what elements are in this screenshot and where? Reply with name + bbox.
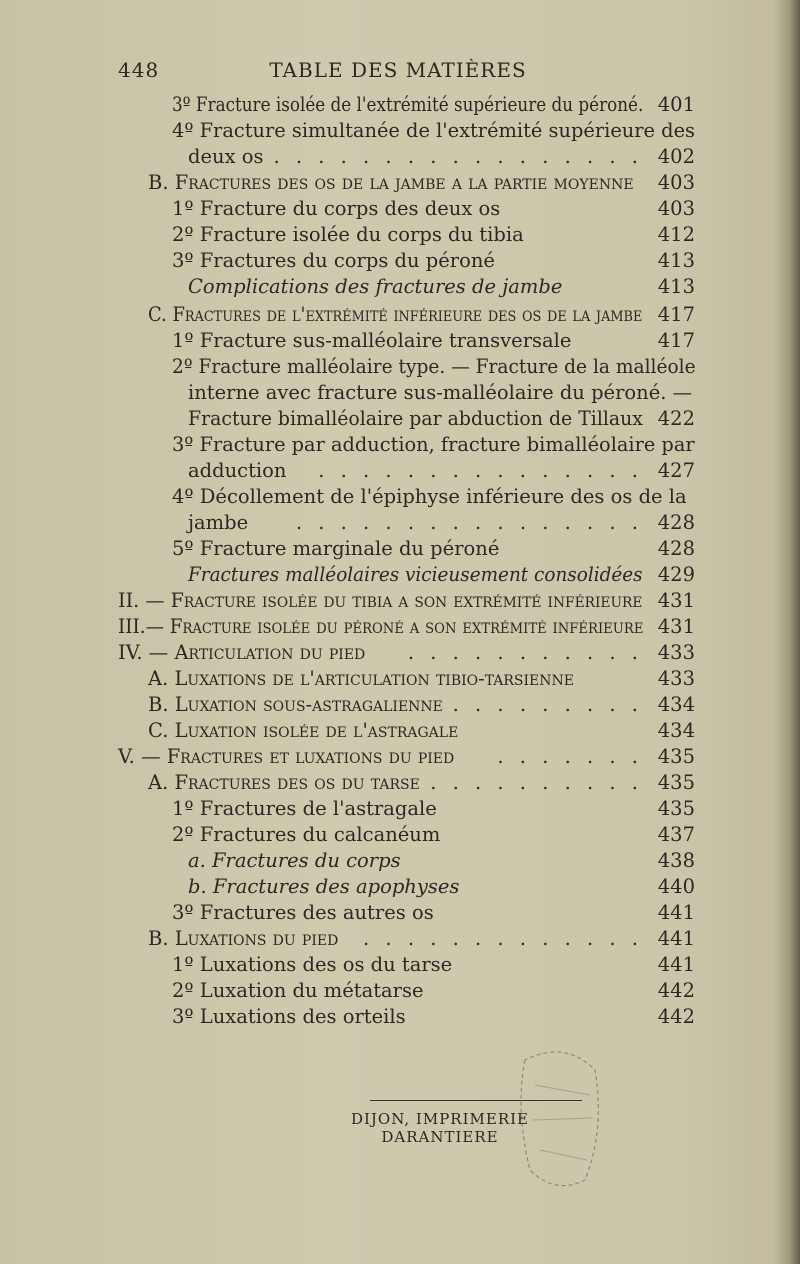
toc-leader-dots: . . . . . . . . . . . . . . . . . xyxy=(273,145,643,168)
toc-entry xyxy=(172,196,695,222)
toc-page-number: 438 xyxy=(657,849,695,872)
toc-entry-text: C. Luxation isolée de l'astragale xyxy=(148,719,459,742)
toc-leader-dots: . . . . . . . . . xyxy=(452,693,643,716)
toc-page-number: 442 xyxy=(657,1005,695,1028)
toc-page-number: 412 xyxy=(657,223,695,246)
toc-entry-text: 2º Fracture isolée du corps du tibia xyxy=(172,223,524,246)
toc-entry-text: 3º Fracture par adduction, fracture bimalléolaire par xyxy=(172,433,695,456)
toc-entry xyxy=(172,978,695,1004)
toc-entry xyxy=(172,354,695,380)
toc-entry xyxy=(172,484,695,510)
toc-page-number: 403 xyxy=(657,171,695,194)
toc-leader-dots: . . . . . . . . . . . . . xyxy=(363,927,643,950)
toc-leader-dots: . . . . . . . . . . . . . . . xyxy=(318,459,643,482)
toc-page-number: 429 xyxy=(657,563,695,586)
toc-page-number: 431 xyxy=(657,615,695,638)
toc-entry-text: jambe xyxy=(188,511,249,534)
toc-entry-text: Complications des fractures de jambe xyxy=(188,275,563,298)
toc-leader-dots: . . . . . . . . . . . xyxy=(407,641,643,664)
page-title: TABLE DES MATIÈRES xyxy=(269,58,527,82)
toc-entry-text: C. Fractures de l'extrémité inférieure des os de la jambe xyxy=(148,303,643,326)
toc-page-number: 435 xyxy=(657,797,695,820)
toc-entry xyxy=(148,692,695,718)
toc-page-number: 428 xyxy=(657,511,695,534)
toc-entry-text: Fractures malléolaires vicieusement consolidées xyxy=(188,563,643,586)
toc-page-number: 403 xyxy=(657,197,695,220)
toc-entry xyxy=(172,536,695,562)
page-header xyxy=(118,58,678,88)
toc-entry-text: b. Fractures des apophyses xyxy=(188,875,460,898)
toc-leader-dots: . . . . . . . . . . xyxy=(430,771,643,794)
toc-page-number: 441 xyxy=(657,953,695,976)
toc-page-number: 437 xyxy=(657,823,695,846)
toc-entry xyxy=(172,822,695,848)
toc-page-number: 428 xyxy=(657,537,695,560)
toc-entry xyxy=(172,900,695,926)
toc-page-number: 401 xyxy=(657,93,695,116)
toc-entry-text: 3º Fractures du corps du péroné xyxy=(172,249,495,272)
toc-entry-text: A. Luxations de l'articulation tibio-tarsienne xyxy=(148,667,574,690)
toc-entry xyxy=(118,614,695,640)
toc-page-number: 413 xyxy=(657,249,695,272)
footer-rule xyxy=(370,1100,582,1101)
toc-page-number: 417 xyxy=(657,329,695,352)
toc-entry-text: B. Fractures des os de la jambe a la partie moyenne xyxy=(148,171,634,194)
toc-page-number: 440 xyxy=(657,875,695,898)
toc-entry xyxy=(172,248,695,274)
toc-page-number: 441 xyxy=(657,901,695,924)
toc-entry-text: IV. — Articulation du pied xyxy=(118,641,366,664)
toc-entry-text: 2º Luxation du métatarse xyxy=(172,979,424,1002)
toc-page-number: 413 xyxy=(657,275,695,298)
toc-entry xyxy=(172,1004,695,1030)
toc-entry-text: Fracture bimalléolaire par abduction de Tillaux xyxy=(188,407,643,430)
toc-page-number: 417 xyxy=(657,303,695,326)
toc-entry xyxy=(148,718,695,744)
toc-entry xyxy=(148,302,695,328)
toc-entry xyxy=(172,432,695,458)
toc-entry xyxy=(148,770,695,796)
toc-entry xyxy=(188,458,695,484)
toc-entry xyxy=(188,874,695,900)
toc-page-number: 441 xyxy=(657,927,695,950)
toc-entry xyxy=(188,274,695,300)
toc-entry-text: 3º Luxations des orteils xyxy=(172,1005,406,1028)
toc-page-number: 434 xyxy=(657,693,695,716)
toc-entry-text: B. Luxation sous-astragalienne xyxy=(148,693,443,716)
toc-entry xyxy=(188,510,695,536)
toc-entry-text: 3º Fractures des autres os xyxy=(172,901,434,924)
toc-entry-text: V. — Fractures et luxations du pied xyxy=(118,745,455,768)
toc-leader-dots: . . . . . . . xyxy=(497,745,643,768)
toc-entry-text: a. Fractures du corps xyxy=(188,849,401,872)
toc-entry xyxy=(118,640,695,666)
page-number: 448 xyxy=(118,58,160,82)
toc-entry-text: II. — Fracture isolée du tibia a son extrémité inférieure xyxy=(118,589,643,612)
toc-entry-text: III.— Fracture isolée du péroné a son extrémité inférieure xyxy=(118,615,644,638)
toc-page-number: 402 xyxy=(657,145,695,168)
toc-entry xyxy=(188,380,695,406)
toc-entry xyxy=(172,796,695,822)
page-edge-shadow xyxy=(774,0,800,1264)
toc-entry xyxy=(188,848,695,874)
toc-entry xyxy=(148,926,695,952)
toc-entry-text: 1º Fractures de l'astragale xyxy=(172,797,437,820)
toc-entry xyxy=(148,666,695,692)
toc-entry xyxy=(172,952,695,978)
toc-entry xyxy=(172,118,695,144)
toc-entry xyxy=(118,588,695,614)
toc-entry-text: 2º Fracture malléolaire type. — Fracture de la malléole xyxy=(172,355,696,378)
toc-page-number: 431 xyxy=(657,589,695,612)
toc-entry xyxy=(172,222,695,248)
toc-entry xyxy=(118,744,695,770)
toc-page-number: 427 xyxy=(657,459,695,482)
toc-entry-text: 1º Fracture du corps des deux os xyxy=(172,197,501,220)
toc-entry-text: 2º Fractures du calcanéum xyxy=(172,823,441,846)
toc-entry-text: A. Fractures des os du tarse xyxy=(148,771,420,794)
toc-entry-text: adduction xyxy=(188,459,287,482)
toc-page-number: 433 xyxy=(657,667,695,690)
toc-entry-text: 4º Décollement de l'épiphyse inférieure des os de la xyxy=(172,485,687,508)
toc-entry xyxy=(188,562,695,588)
toc-entry xyxy=(148,170,695,196)
toc-entry-text: deux os xyxy=(188,145,264,168)
toc-entry xyxy=(172,328,695,354)
toc-entry-text: 3º Fracture isolée de l'extrémité supérieure du péroné. xyxy=(172,93,644,116)
toc-page-number: 435 xyxy=(657,745,695,768)
toc-page-number: 442 xyxy=(657,979,695,1002)
toc-entry xyxy=(172,92,695,118)
toc-page-number: 433 xyxy=(657,641,695,664)
toc-page-number: 435 xyxy=(657,771,695,794)
toc-entry-text: interne avec fracture sus-malléolaire du péroné. — xyxy=(188,381,693,404)
toc-entry xyxy=(188,406,695,432)
toc-page-number: 434 xyxy=(657,719,695,742)
toc-entry-text: B. Luxations du pied xyxy=(148,927,339,950)
toc-entry xyxy=(188,144,695,170)
toc-entry-text: 5º Fracture marginale du péroné xyxy=(172,537,500,560)
toc-entry-text: 1º Luxations des os du tarse xyxy=(172,953,453,976)
printer-imprint: DIJON, IMPRIMERIE DARANTIERE xyxy=(350,1110,530,1146)
toc-page-number: 422 xyxy=(657,407,695,430)
toc-leader-dots: . . . . . . . . . . . . . . . . xyxy=(295,511,643,534)
toc-entry-text: 1º Fracture sus-malléolaire transversale xyxy=(172,329,572,352)
toc-entry-text: 4º Fracture simultanée de l'extrémité supérieure des xyxy=(172,119,695,142)
